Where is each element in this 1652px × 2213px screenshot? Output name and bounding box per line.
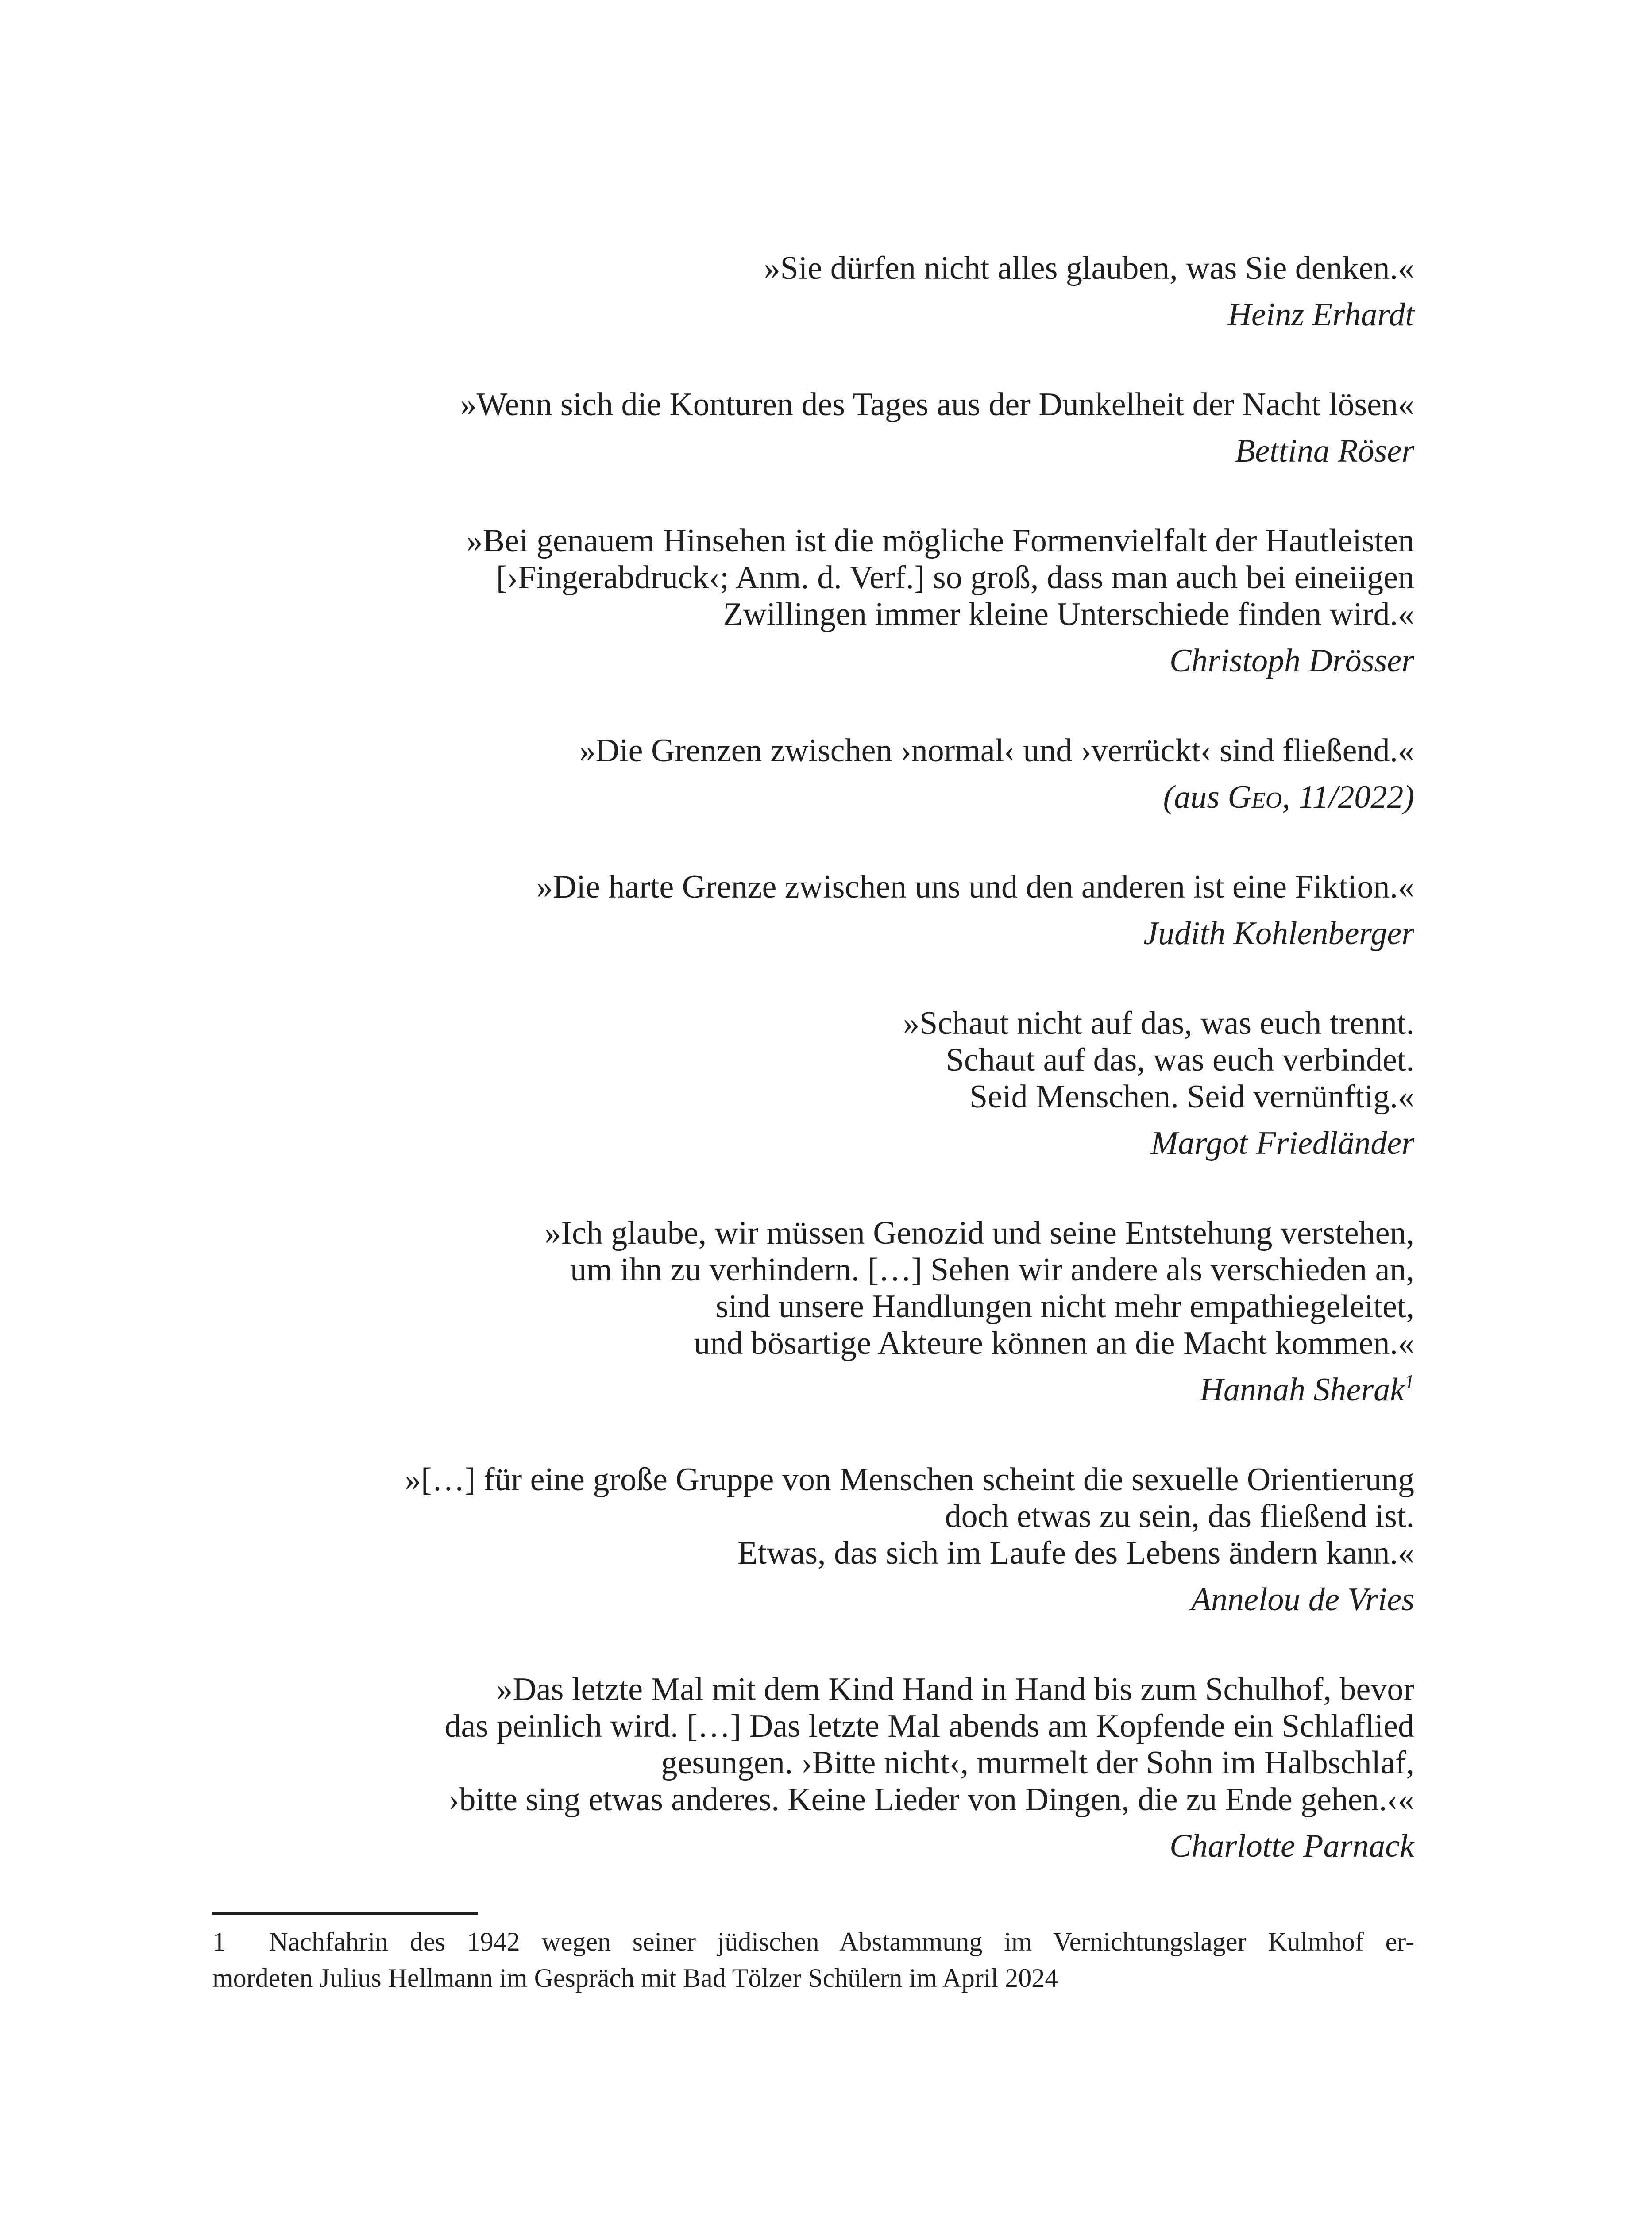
quote-line: gesungen. ›Bitte nicht‹, murmelt der Sohn im Halbschlaf, (661, 1745, 1414, 1781)
quote-line: »Ich glaube, wir müssen Genozid und seine Entstehung verstehen, (544, 1215, 1414, 1251)
quote-block (212, 733, 1414, 816)
source-magazine: Geo (1227, 779, 1282, 815)
quote-line: »[…] für eine große Gruppe von Menschen scheint die sexuelle Orientierung (405, 1461, 1414, 1498)
footnote-text: Nachfahrin des 1942 wegen seiner jüdischen Abstammung im Vernichtungslager Kulmhof er- (269, 1927, 1414, 1956)
footnote-line: mordeten Julius Hellmann im Gespräch mit Bad Tölzer Schülern im April 2024 (212, 1963, 1058, 1993)
quote-line: Zwillingen immer kleine Unterschiede finden wird.« (723, 596, 1414, 632)
quote-author: Hannah Sherak (1200, 1372, 1405, 1408)
quote-author: Heinz Erhardt (1227, 297, 1414, 333)
quote-line: »Wenn sich die Konturen des Tages aus der Dunkelheit der Nacht lösen« (460, 386, 1414, 423)
footnote-divider (212, 1912, 478, 1915)
epigraph-list (212, 250, 1414, 1918)
quote-author: Charlotte Parnack (1170, 1828, 1414, 1864)
quote-line: »Schaut nicht auf das, was euch trennt. (903, 1005, 1414, 1041)
footnote-line (212, 1924, 1414, 1960)
quote-line: »Bei genauem Hinsehen ist die mögliche Formenvielfalt der Hautleisten (466, 523, 1414, 559)
footnote (212, 1924, 1414, 1996)
quote-line: um ihn zu verhindern. […] Sehen wir andere als verschieden an, (570, 1252, 1414, 1288)
footnote-reference[interactable]: 1 (1405, 1371, 1414, 1392)
quote-line: »Die harte Grenze zwischen uns und den anderen ist eine Fiktion.« (536, 869, 1414, 905)
quote-block (212, 1461, 1414, 1618)
quote-line: Seid Menschen. Seid vernünftig.« (969, 1079, 1414, 1115)
source-suffix: , 11/2022) (1282, 779, 1414, 815)
quote-author: Bettina Röser (1235, 433, 1414, 469)
quote-line: »Das letzte Mal mit dem Kind Hand in Hand bis zum Schulhof, bevor (496, 1671, 1414, 1708)
source-prefix: (aus (1163, 779, 1228, 815)
quote-line: »Die Grenzen zwischen ›normal‹ und ›verrückt‹ sind fließend.« (579, 733, 1414, 769)
quote-source (212, 779, 1414, 816)
quote-line: »Sie dürfen nicht alles glauben, was Sie denken.« (764, 250, 1414, 286)
quote-block (212, 1671, 1414, 1865)
quote-block (212, 1215, 1414, 1408)
quote-block (212, 1005, 1414, 1162)
quote-line: [›Fingerabdruck‹; Anm. d. Verf.] so groß, dass man auch bei eineiigen (496, 559, 1414, 596)
quote-author: Margot Friedländer (1150, 1125, 1414, 1161)
quote-block (212, 523, 1414, 679)
quote-line: doch etwas zu sein, das fließend ist. (945, 1498, 1414, 1534)
quote-author-with-footnote (212, 1372, 1414, 1408)
quote-author: Christoph Drösser (1169, 643, 1414, 679)
quote-author: Judith Kohlenberger (1143, 915, 1414, 952)
quote-line: Etwas, das sich im Laufe des Lebens ändern kann.« (737, 1535, 1414, 1571)
quote-line: und bösartige Akteure können an die Macht kommen.« (694, 1325, 1414, 1361)
quote-block (212, 386, 1414, 470)
quote-author: Annelou de Vries (1191, 1581, 1414, 1618)
quote-block (212, 869, 1414, 952)
footnote-number: 1 (212, 1927, 226, 1956)
quote-block (212, 250, 1414, 333)
quote-line: das peinlich wird. […] Das letzte Mal abends am Kopfende ein Schlaflied (444, 1708, 1414, 1744)
quote-line: Schaut auf das, was euch verbindet. (946, 1042, 1414, 1078)
quote-line: ›bitte sing etwas anderes. Keine Lieder von Dingen, die zu Ende gehen.‹« (448, 1781, 1414, 1818)
quote-line: sind unsere Handlungen nicht mehr empathiegeleitet, (715, 1288, 1414, 1325)
